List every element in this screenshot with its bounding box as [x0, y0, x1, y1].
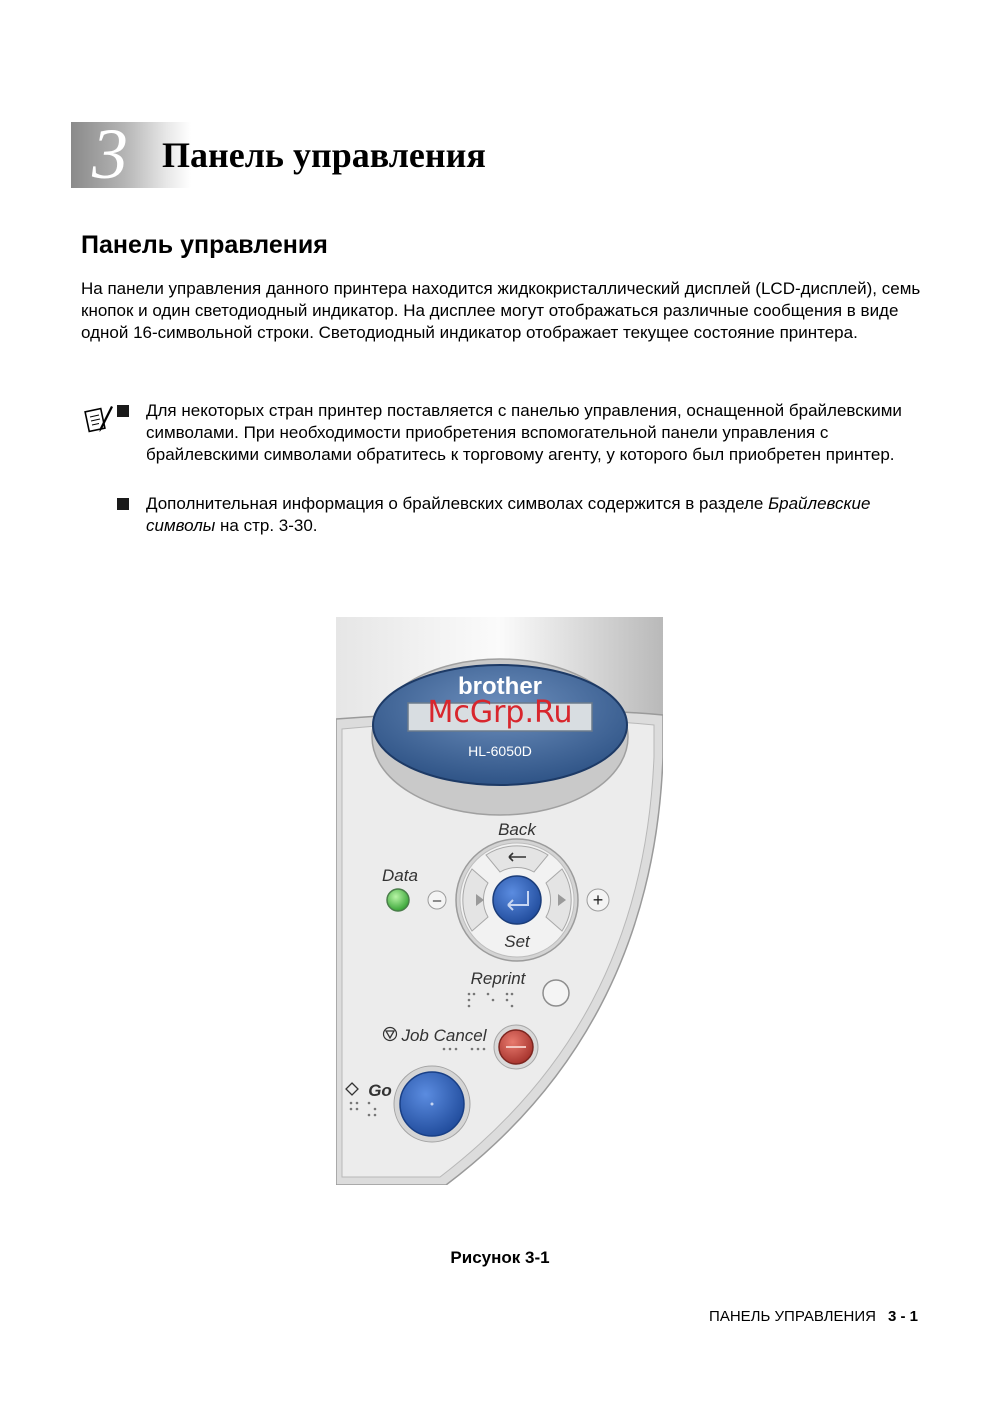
chapter-number: 3 — [92, 114, 128, 194]
footer-section: ПАНЕЛЬ УПРАВЛЕНИЯ — [709, 1308, 876, 1325]
minus-label: – — [432, 892, 442, 909]
data-label: Data — [382, 866, 418, 885]
bullet-1 — [117, 405, 129, 417]
section-title: Панель управления — [81, 231, 328, 259]
reprint-label: Reprint — [470, 969, 526, 988]
intro-paragraph: На панели управления данного принтера находится жидкокристаллический дисплей (LCD-дисплей), семь кнопок и один светодиодный индикатор. На дисплее могут отображаться различные сообщения в виде одной 16-символьной строки. Светодиодный индикатор отображает текущее состояние принтера. — [81, 279, 921, 342]
reprint-button[interactable] — [543, 980, 569, 1006]
figure-caption: Рисунок 3-1 — [450, 1248, 550, 1267]
go-label: Go — [368, 1081, 392, 1100]
set-button[interactable] — [493, 876, 541, 924]
model-label: HL-6050D — [468, 743, 532, 759]
control-panel-figure — [336, 617, 663, 1185]
data-led — [387, 889, 409, 911]
job-cancel-button[interactable] — [499, 1030, 533, 1064]
go-button[interactable] — [400, 1072, 464, 1136]
braille-section-link: Брайлевские символы — [146, 494, 871, 535]
set-label: Set — [504, 932, 530, 951]
chapter-title: Панель управления — [162, 135, 486, 175]
job-cancel-label: Job Cancel — [401, 1026, 487, 1045]
page-footer — [709, 1308, 918, 1325]
back-label: Back — [498, 820, 536, 839]
plus-label: + — [592, 890, 604, 910]
note-pencil-icon — [84, 402, 114, 436]
watermark-text: McGrp.Ru — [427, 695, 573, 730]
note-item-2-text: Дополнительная информация о брайлевских символах содержится в разделе — [146, 494, 769, 513]
bullet-2 — [117, 498, 129, 510]
note-item-2-suffix: на стр. 3-30. — [215, 516, 318, 535]
page-number: 3 - 1 — [887, 1308, 918, 1325]
note-item-2 — [146, 493, 906, 537]
note-item-1: Для некоторых стран принтер поставляется с панелью управления, оснащенной брайлевскими символами. При необходимости приобретения вспомогательной панели управления с брайлевскими символами обратитесь к торговому агенту, у которого был приобретен принтер. — [146, 401, 902, 464]
brand-logo: brother — [458, 673, 542, 700]
